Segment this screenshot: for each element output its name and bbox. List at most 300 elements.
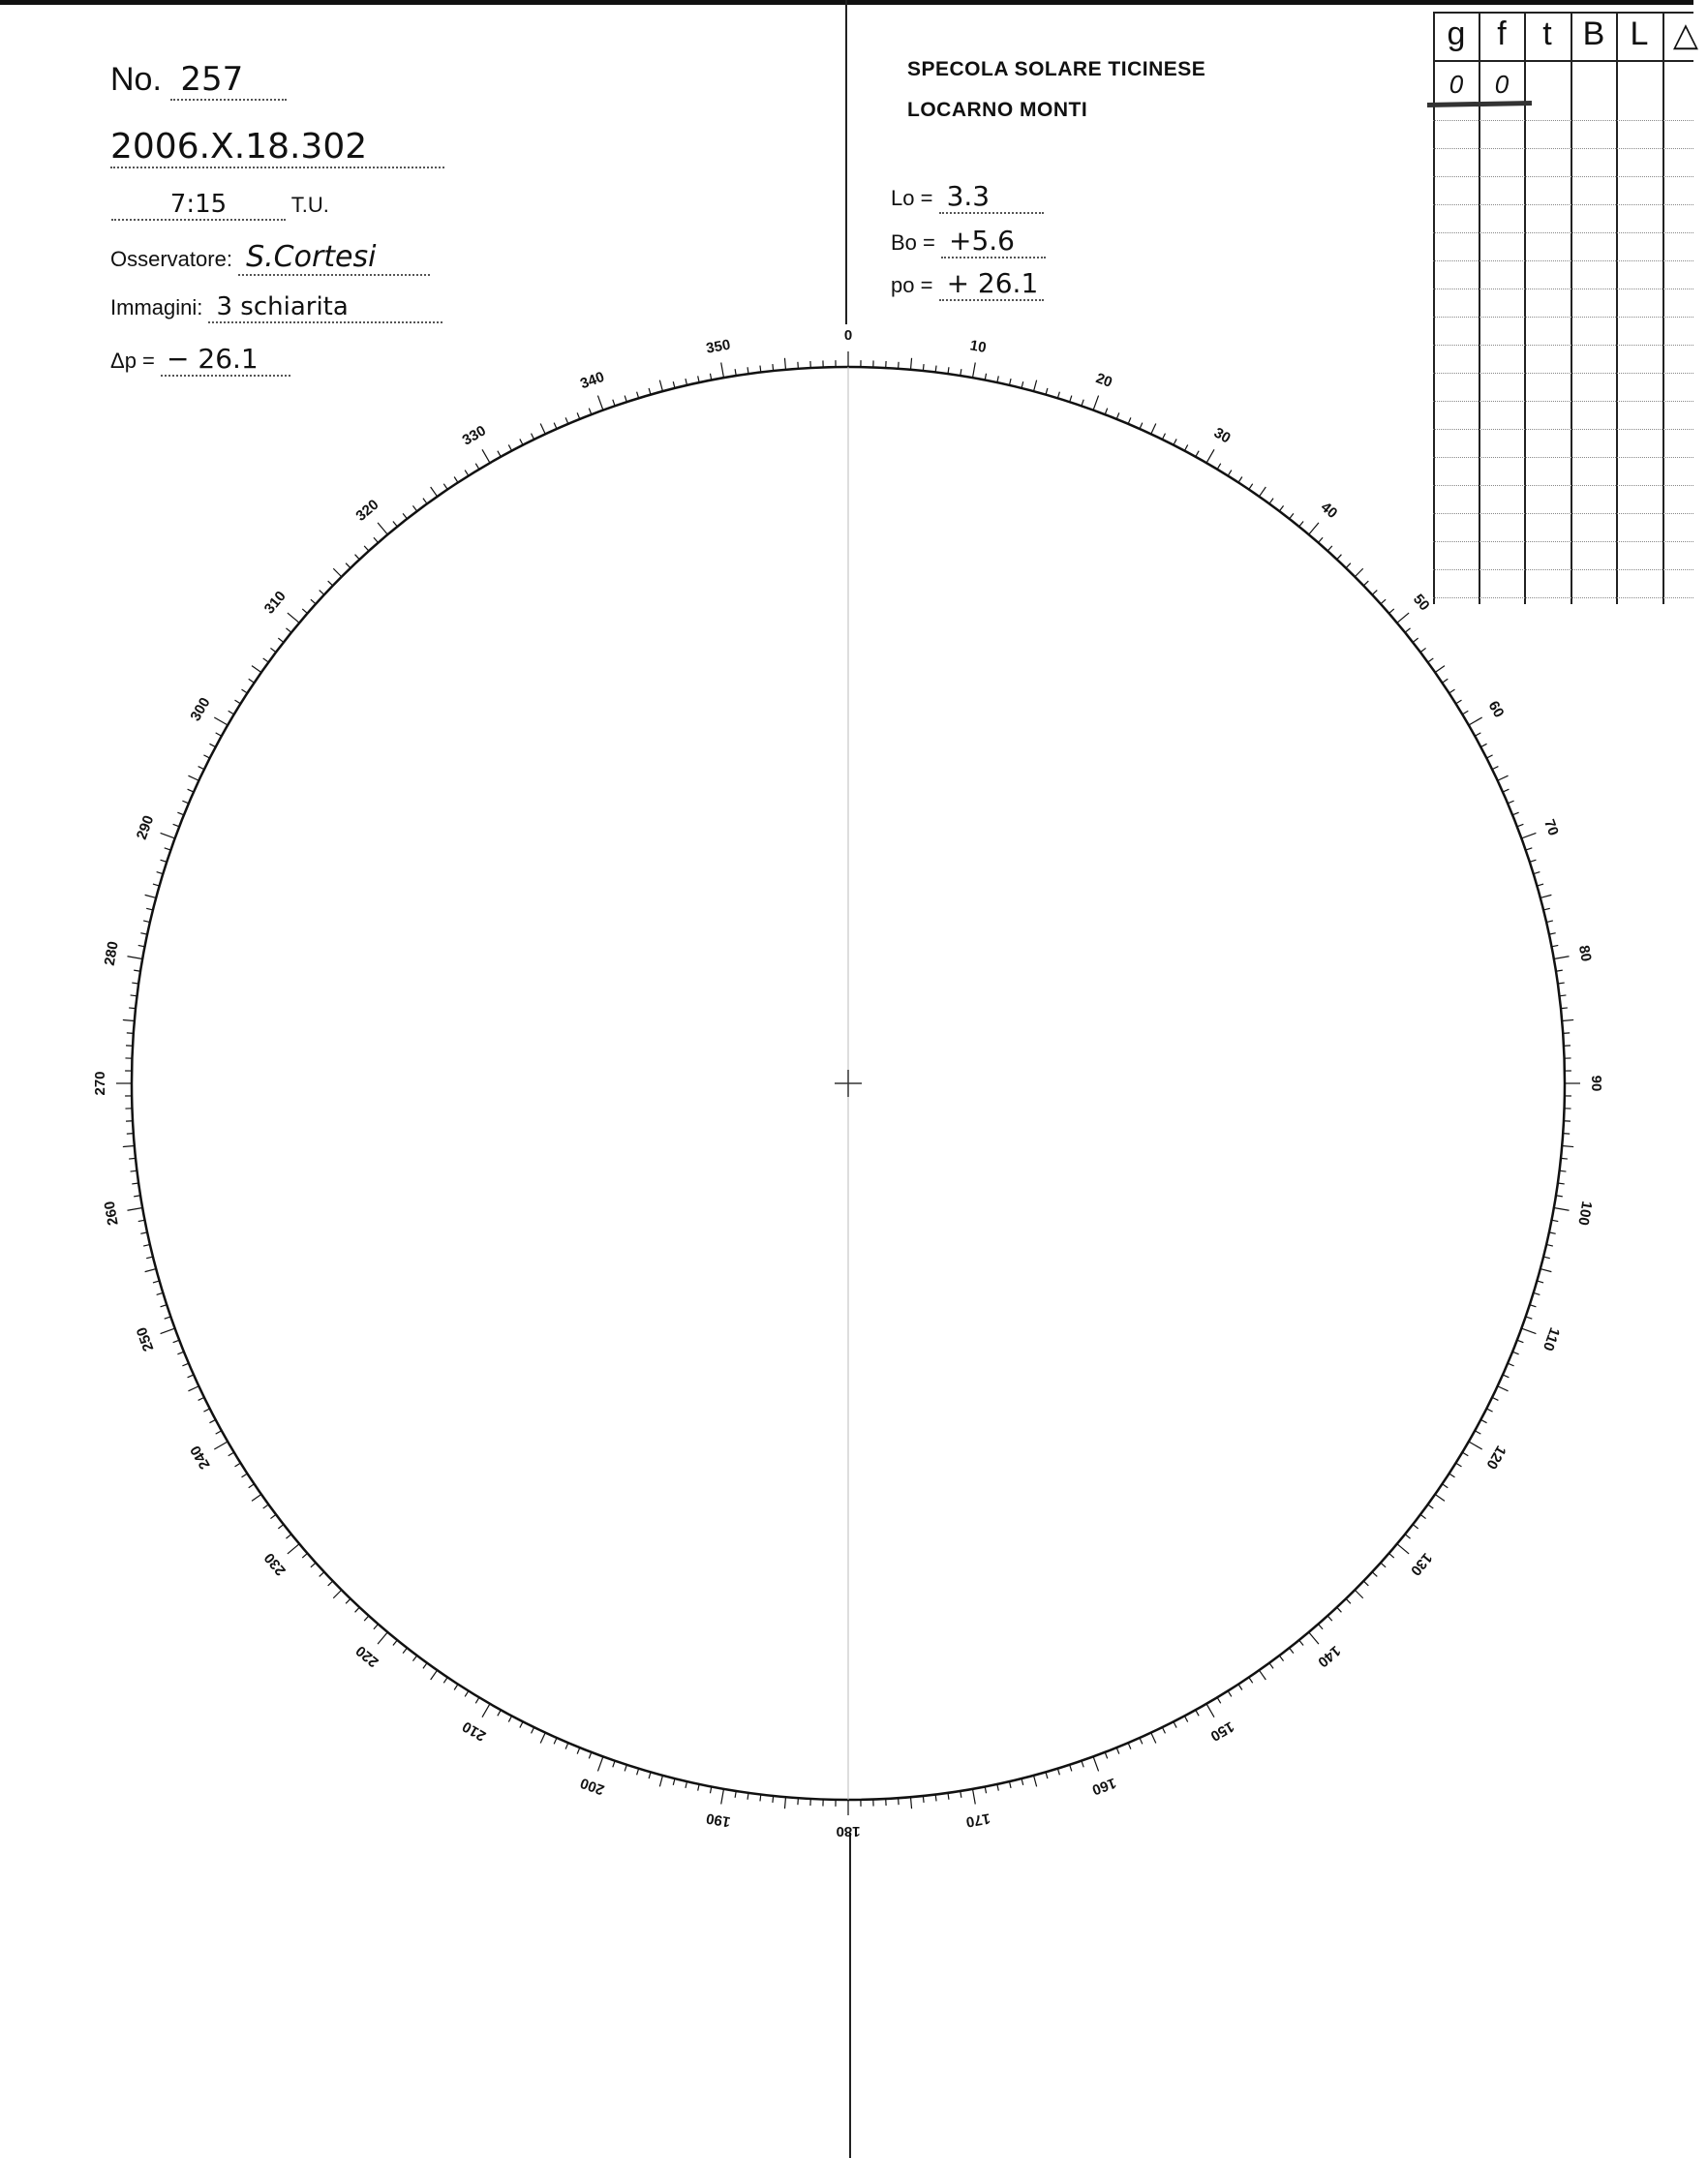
degree-label: 0 xyxy=(843,326,853,344)
degree-tick xyxy=(1184,1716,1187,1721)
degree-tick xyxy=(1372,591,1377,595)
degree-tick xyxy=(278,638,284,642)
degree-tick xyxy=(1082,400,1083,407)
degree-tick xyxy=(378,1632,387,1644)
degree-tick xyxy=(1381,1563,1386,1567)
degree-tick xyxy=(1492,767,1498,770)
table-cell: 0 xyxy=(1494,70,1510,99)
degree-tick xyxy=(923,364,924,371)
degree-label: 260 xyxy=(101,1200,122,1227)
degree-label: 80 xyxy=(1574,944,1595,963)
degree-tick xyxy=(161,860,168,862)
observatory-place: LOCARNO MONTI xyxy=(907,99,1088,121)
observatory-name: SPECOLA SOLARE TICINESE xyxy=(907,58,1206,80)
degree-tick xyxy=(1105,409,1108,415)
degree-tick xyxy=(1503,1375,1509,1378)
degree-tick xyxy=(1279,505,1283,511)
degree-tick xyxy=(1162,1727,1165,1733)
degree-tick xyxy=(182,801,188,804)
degree-tick xyxy=(311,1563,316,1567)
degree-tick xyxy=(1022,1778,1023,1785)
degree-tick xyxy=(613,400,615,407)
degree-tick xyxy=(673,1778,675,1785)
degree-tick xyxy=(1512,1352,1518,1354)
degree-tick xyxy=(498,1710,501,1716)
degree-tick xyxy=(1279,1656,1283,1661)
degree-tick xyxy=(1299,1640,1303,1645)
degree-tick xyxy=(1238,477,1242,483)
degree-tick xyxy=(270,1514,276,1518)
degree-tick xyxy=(242,689,248,693)
degree-tick xyxy=(188,1375,194,1378)
degree-tick xyxy=(286,628,290,632)
degree-label: 320 xyxy=(352,496,382,525)
degree-tick xyxy=(378,523,387,534)
degree-tick xyxy=(1442,679,1448,683)
degree-tick xyxy=(1442,1484,1448,1488)
degree-tick xyxy=(508,444,511,450)
degree-tick xyxy=(972,1789,975,1805)
degree-tick xyxy=(1508,801,1513,804)
degree-tick xyxy=(165,848,171,850)
degree-tick xyxy=(475,464,479,470)
degree-tick xyxy=(1057,1769,1059,1776)
degree-tick xyxy=(565,1743,568,1748)
degree-tick xyxy=(252,666,261,673)
degree-tick xyxy=(1435,1494,1445,1501)
degree-tick xyxy=(1337,1607,1342,1612)
degree-tick xyxy=(1174,439,1176,444)
degree-tick xyxy=(784,1797,785,1808)
degree-label: 210 xyxy=(459,1717,489,1745)
degree-tick xyxy=(1517,824,1524,827)
degree-tick xyxy=(423,1663,427,1669)
degree-tick xyxy=(161,1305,168,1307)
degree-tick xyxy=(1456,700,1462,704)
observer-value: S.Cortesi xyxy=(238,240,430,276)
degree-tick xyxy=(1512,812,1518,815)
param-p-label: po = xyxy=(891,273,933,297)
degree-tick xyxy=(1449,689,1455,693)
degree-tick xyxy=(686,1781,687,1788)
degree-tick xyxy=(1559,1170,1566,1171)
degree-tick xyxy=(1498,775,1509,780)
degree-tick xyxy=(597,1756,602,1771)
degree-tick xyxy=(374,1624,379,1628)
degree-tick xyxy=(328,1581,333,1586)
degree-tick xyxy=(972,362,975,378)
degree-tick xyxy=(403,513,407,519)
degree-tick xyxy=(589,409,592,415)
sheet-number-label: No. xyxy=(110,61,162,98)
table-header-cell: △ xyxy=(1672,16,1699,53)
degree-tick xyxy=(1228,1691,1232,1697)
degree-tick xyxy=(1554,957,1570,959)
degree-tick xyxy=(146,1257,153,1259)
degree-tick xyxy=(498,451,501,457)
degree-tick xyxy=(721,1789,724,1805)
degree-tick xyxy=(1388,609,1393,614)
degree-label: 70 xyxy=(1540,817,1562,838)
degree-tick xyxy=(1184,444,1187,450)
degree-tick xyxy=(1363,1581,1368,1586)
degree-tick xyxy=(173,824,180,827)
degree-tick xyxy=(1543,908,1550,910)
degree-label: 270 xyxy=(91,1071,108,1096)
degree-tick xyxy=(123,1145,135,1146)
degree-tick xyxy=(393,521,397,526)
degree-tick xyxy=(1009,379,1011,385)
degree-tick xyxy=(1420,648,1426,652)
time-unit: T.U. xyxy=(290,193,329,217)
degree-label: 30 xyxy=(1210,424,1234,447)
degree-tick xyxy=(423,499,427,504)
degree-tick xyxy=(157,1292,164,1294)
degree-tick xyxy=(214,717,228,725)
param-p-value: + 26.1 xyxy=(939,267,1044,301)
degree-tick xyxy=(235,700,241,704)
degree-tick xyxy=(249,679,255,683)
degree-tick xyxy=(1462,711,1468,714)
degree-tick xyxy=(1475,1431,1480,1434)
degree-tick xyxy=(302,609,307,614)
degree-tick xyxy=(465,1691,469,1697)
degree-tick xyxy=(1318,537,1323,542)
degree-tick xyxy=(773,1796,774,1803)
degree-tick xyxy=(597,396,602,410)
degree-tick xyxy=(1428,1505,1434,1508)
degree-tick xyxy=(935,1794,936,1801)
degree-tick xyxy=(625,1765,626,1772)
degree-tick xyxy=(1397,1544,1409,1554)
degree-tick xyxy=(140,933,147,934)
observer-label: Osservatore: xyxy=(110,247,232,271)
degree-tick xyxy=(1435,666,1445,673)
degree-tick xyxy=(910,1797,911,1808)
table-header-cell: g xyxy=(1447,15,1466,52)
degree-tick xyxy=(203,755,209,758)
degree-tick xyxy=(1309,1632,1319,1644)
degree-tick xyxy=(910,358,911,370)
degree-tick xyxy=(1413,1525,1418,1529)
degree-tick xyxy=(1269,499,1273,504)
degree-tick xyxy=(1540,1269,1552,1272)
degree-tick xyxy=(1549,933,1556,934)
degree-tick xyxy=(475,1697,479,1703)
degree-tick xyxy=(1318,1624,1323,1628)
degree-tick xyxy=(1259,487,1266,497)
degree-tick xyxy=(1151,1733,1156,1744)
degree-tick xyxy=(188,789,194,792)
degree-tick xyxy=(520,1721,523,1727)
degree-tick xyxy=(577,1748,580,1753)
degree-tick xyxy=(1093,1756,1098,1771)
degree-tick xyxy=(1093,396,1098,410)
degree-tick xyxy=(454,477,458,483)
degree-label: 50 xyxy=(1409,591,1433,615)
degree-tick xyxy=(1449,1474,1455,1477)
table-header-cell: f xyxy=(1497,15,1507,52)
degree-tick xyxy=(270,648,276,652)
degree-label: 220 xyxy=(352,1642,382,1671)
degree-label: 110 xyxy=(1539,1324,1564,1353)
degree-tick xyxy=(760,1794,761,1801)
degree-tick xyxy=(364,1616,369,1621)
degree-tick xyxy=(177,1352,183,1354)
degree-tick xyxy=(1480,744,1486,746)
degree-tick xyxy=(1290,1648,1294,1654)
degree-tick xyxy=(143,921,150,923)
degree-tick xyxy=(1034,1776,1037,1787)
delta-p-label: Δp = xyxy=(110,349,155,373)
degree-label: 160 xyxy=(1089,1774,1118,1799)
degree-tick xyxy=(1517,1340,1524,1343)
degree-tick xyxy=(1309,523,1319,534)
degree-tick xyxy=(1543,1257,1550,1259)
degree-tick xyxy=(355,1607,360,1612)
degree-label: 200 xyxy=(578,1774,607,1799)
degree-tick xyxy=(1196,1710,1199,1716)
degree-tick xyxy=(1196,451,1199,457)
degree-label: 300 xyxy=(187,694,214,724)
degree-tick xyxy=(161,833,175,837)
param-B-value: +5.6 xyxy=(941,225,1046,258)
degree-tick xyxy=(198,767,204,770)
degree-tick xyxy=(1508,1363,1513,1366)
degree-tick xyxy=(1469,1442,1482,1449)
degree-tick xyxy=(1456,1463,1462,1467)
sheet-number-value: 257 xyxy=(170,60,287,101)
degree-tick xyxy=(1480,1419,1486,1422)
degree-tick xyxy=(346,1598,351,1603)
degree-tick xyxy=(637,392,639,399)
degree-tick xyxy=(1521,833,1536,837)
degree-tick xyxy=(355,555,360,560)
degree-tick xyxy=(1546,921,1553,923)
degree-tick xyxy=(173,1340,180,1343)
degree-tick xyxy=(374,537,379,542)
degree-tick xyxy=(214,1442,228,1449)
degree-tick xyxy=(577,412,580,418)
degree-tick xyxy=(565,417,568,423)
degree-tick xyxy=(412,505,416,511)
degree-tick xyxy=(465,471,469,476)
degree-tick xyxy=(1492,1397,1498,1400)
degree-tick xyxy=(146,908,153,910)
degree-tick xyxy=(263,658,269,662)
degree-label: 180 xyxy=(836,1823,861,1840)
degree-tick xyxy=(1337,555,1342,560)
degree-tick xyxy=(1534,872,1540,874)
degree-tick xyxy=(659,380,662,392)
degree-tick xyxy=(673,381,675,388)
degree-tick xyxy=(157,872,164,874)
degree-tick xyxy=(637,1769,639,1776)
degree-tick xyxy=(1405,628,1410,632)
degree-tick xyxy=(412,1656,416,1661)
degree-tick xyxy=(1428,658,1434,662)
degree-tick xyxy=(216,1431,222,1434)
degree-tick xyxy=(540,1733,545,1744)
degree-label: 120 xyxy=(1482,1443,1510,1473)
degree-tick xyxy=(1057,392,1059,399)
degree-tick xyxy=(1290,513,1294,519)
degree-tick xyxy=(403,1648,407,1654)
degree-tick xyxy=(1249,484,1253,490)
degree-tick xyxy=(1549,1232,1556,1233)
degree-label: 240 xyxy=(187,1443,214,1473)
degree-tick xyxy=(1388,1553,1393,1558)
degree-tick xyxy=(1217,1697,1221,1703)
degree-tick xyxy=(131,995,137,996)
degree-tick xyxy=(209,744,215,746)
degree-tick xyxy=(1526,848,1533,850)
degree-tick xyxy=(1116,1748,1119,1753)
degree-label: 90 xyxy=(1588,1075,1605,1092)
degree-tick xyxy=(698,376,699,382)
degree-label: 150 xyxy=(1207,1717,1237,1745)
degree-tick xyxy=(278,1525,284,1529)
degree-label: 340 xyxy=(578,368,607,393)
degree-tick xyxy=(229,711,234,714)
degree-tick xyxy=(520,439,523,444)
degree-tick xyxy=(203,1409,209,1412)
degree-tick xyxy=(1346,1598,1351,1603)
degree-tick xyxy=(188,775,198,780)
degree-tick xyxy=(123,1019,135,1020)
degree-label: 310 xyxy=(260,588,290,618)
degree-tick xyxy=(1206,1704,1214,1717)
table-cell: 0 xyxy=(1449,70,1464,99)
degree-tick xyxy=(1174,1721,1176,1727)
degree-tick xyxy=(288,613,299,623)
degree-label: 130 xyxy=(1407,1549,1436,1579)
param-L-label: Lo = xyxy=(891,186,933,210)
table-header-cell: t xyxy=(1542,15,1552,52)
degree-label: 100 xyxy=(1574,1200,1596,1227)
degree-tick xyxy=(393,1640,397,1645)
degree-tick xyxy=(364,546,369,551)
degree-tick xyxy=(333,568,341,576)
degree-tick xyxy=(182,1363,188,1366)
degree-tick xyxy=(1162,434,1165,440)
degree-tick xyxy=(1363,581,1368,586)
degree-tick xyxy=(1327,1616,1332,1621)
degree-tick xyxy=(1561,1158,1568,1159)
degree-tick xyxy=(1299,521,1303,526)
degree-label: 40 xyxy=(1317,499,1341,523)
degree-tick xyxy=(1128,417,1131,423)
degree-tick xyxy=(1498,1386,1509,1391)
degree-tick xyxy=(1530,860,1537,862)
degree-tick xyxy=(1151,423,1156,434)
degree-tick xyxy=(288,1544,299,1554)
degree-tick xyxy=(1355,568,1362,576)
degree-tick xyxy=(188,1386,198,1391)
degree-tick xyxy=(328,581,333,586)
degree-tick xyxy=(431,1670,438,1680)
degree-tick xyxy=(1562,1145,1573,1146)
degree-tick xyxy=(1530,1305,1537,1307)
degree-tick xyxy=(129,1008,136,1009)
degree-tick xyxy=(625,396,626,403)
degree-tick xyxy=(773,364,774,371)
degree-tick xyxy=(1526,1317,1533,1319)
degree-tick xyxy=(1534,1292,1540,1294)
degree-tick xyxy=(1413,638,1418,642)
degree-tick xyxy=(161,1328,175,1333)
degree-tick xyxy=(532,1727,534,1733)
degree-tick xyxy=(698,1784,699,1791)
date-value: 2006.X.18.302 xyxy=(110,127,444,168)
degree-tick xyxy=(482,1704,490,1717)
degree-tick xyxy=(1034,380,1037,392)
degree-tick xyxy=(1116,412,1119,418)
degree-tick xyxy=(1469,717,1482,725)
table-header-cell: B xyxy=(1582,15,1605,52)
degree-label: 350 xyxy=(705,336,732,357)
degree-tick xyxy=(1206,449,1214,463)
degree-tick xyxy=(1022,381,1023,388)
degree-tick xyxy=(1559,995,1566,996)
degree-tick xyxy=(1346,563,1351,568)
degree-tick xyxy=(508,1716,511,1721)
degree-tick xyxy=(127,957,142,959)
degree-tick xyxy=(540,423,545,434)
degree-tick xyxy=(131,1170,137,1171)
degree-tick xyxy=(249,1484,255,1488)
degree-label: 60 xyxy=(1484,698,1508,721)
degree-label: 170 xyxy=(964,1809,991,1831)
degree-tick xyxy=(177,812,183,815)
degree-tick xyxy=(1070,396,1072,403)
degree-tick xyxy=(1462,1452,1468,1456)
degree-tick xyxy=(1269,1663,1273,1669)
degree-tick xyxy=(235,1463,241,1467)
degree-tick xyxy=(198,1397,204,1400)
degree-tick xyxy=(1554,1207,1570,1210)
degree-tick xyxy=(1217,464,1221,470)
degree-tick xyxy=(935,366,936,373)
degree-tick xyxy=(1249,1677,1253,1683)
degree-tick xyxy=(443,484,447,490)
degree-label: 330 xyxy=(459,422,489,449)
degree-tick xyxy=(145,1269,157,1272)
degree-tick xyxy=(784,358,785,370)
degree-label: 20 xyxy=(1093,370,1114,391)
degree-tick xyxy=(454,1685,458,1690)
degree-tick xyxy=(346,563,351,568)
degree-tick xyxy=(589,1752,592,1759)
degree-tick xyxy=(1540,895,1552,897)
degree-tick xyxy=(431,487,438,497)
degree-label: 10 xyxy=(968,337,988,357)
degree-tick xyxy=(1327,546,1332,551)
degree-tick xyxy=(1486,1409,1492,1412)
degree-tick xyxy=(686,379,687,385)
images-label: Immagini: xyxy=(110,295,203,319)
degree-tick xyxy=(482,449,490,463)
degree-tick xyxy=(302,1553,307,1558)
degree-tick xyxy=(1561,1008,1568,1009)
degree-tick xyxy=(1405,1535,1410,1538)
degree-tick xyxy=(1503,789,1509,792)
degree-tick xyxy=(1381,599,1386,604)
time-value: 7:15 xyxy=(111,190,286,221)
degree-tick xyxy=(320,1572,324,1577)
degree-tick xyxy=(1521,1328,1536,1333)
degree-tick xyxy=(129,1158,136,1159)
